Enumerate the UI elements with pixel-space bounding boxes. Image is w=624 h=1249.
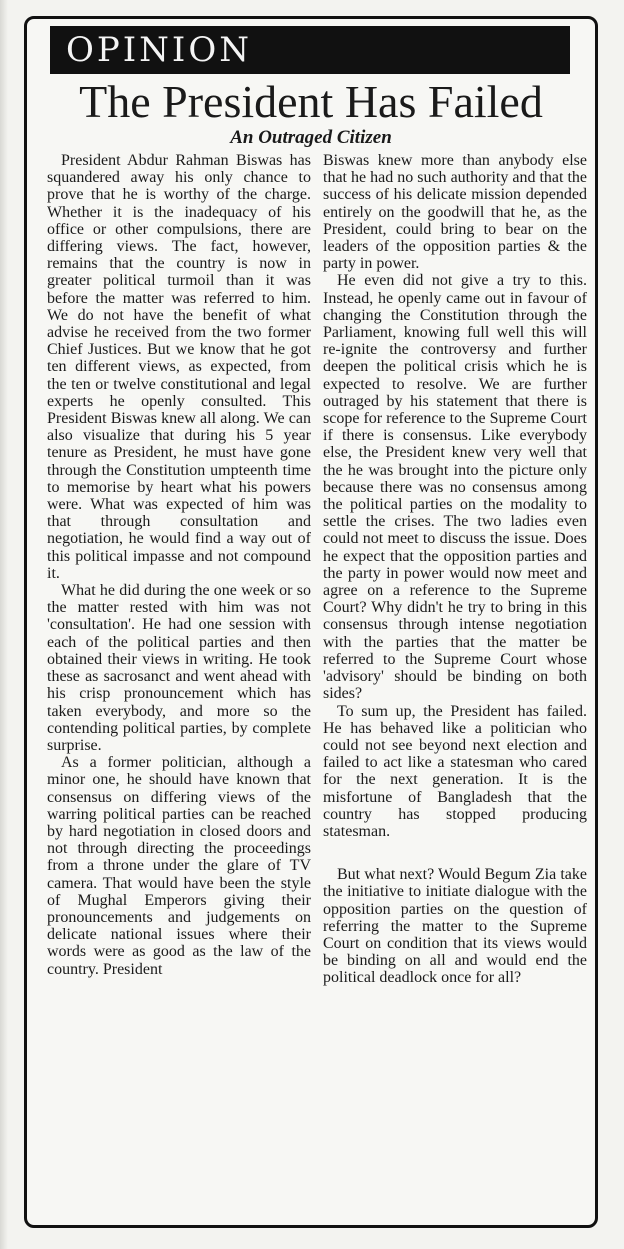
paragraph: As a former politician, although a minor one, he should have known that consensus on differing views of the warring political parties can be reached by hard negotiation in closed doors and not through directing the proceedings from a throne under the glare of TV camera. That would have been the style of Mughal Emperors giving their pronouncements and judgements on delicate national issues where their words were as good as the law of the country. President bbox=[47, 754, 311, 978]
paragraph: He even did not give a try to this. Instead, he openly came out in favour of changing the Constitution through the Parliament, knowing full well this will re-ignite the controversy and further deepen the political crisis which he is expected to resolve. We are further outraged by his statement that there is scope for reference to the Supreme Court if there is consensus. Like everybody else, the President knew very well that the he was brought into the picture only because there was no consensus among the political parties on the modality to settle the crises. The two ladies even could not meet to discuss the issue. Does he expect that the opposition parties and the party in power would now meet and agree on a reference to the Supreme Court? Why didn't he try to bring in this consensus through intense negotiation with the parties that the matter be referred to the Supreme Court whose 'advisory' should be binding on both sides? bbox=[323, 272, 587, 703]
scan-edge bbox=[0, 0, 8, 1249]
paragraph: Biswas knew more than anybody else that he had no such authority and that the success of his delicate mission depended entirely on the goodwill that he, as the President, could bring to bear on the leaders of the opposition parties & the party in power. bbox=[323, 152, 587, 273]
right-column bbox=[323, 152, 587, 1202]
paragraph: What he did during the one week or so the matter rested with him was not 'consultation'. He had one session with each of the political parties and then obtained their views in writing. He took these as sacrosanct and went ahead with his crisp pronouncement which has taken everybody, and more so the contending political parties, by complete surprise. bbox=[47, 582, 311, 754]
byline: An Outraged Citizen bbox=[230, 127, 392, 148]
section-banner bbox=[50, 26, 570, 74]
paragraph: President Abdur Rahman Biswas has squandered away his only chance to prove that he is worthy of the charge. Whether it is the inadequacy of his office or other compulsions, there are differing views. The fact, however, remains that the country is now in greater political turmoil than it was before the matter was referred to him. We do not have the benefit of what advise he received from the two former Chief Justices. But we know that he got ten different views, as expected, from the ten or twelve constitutional and legal experts he openly consulted. This President Biswas knew all along. We can also visualize that during his 5 year tenure as President, he must have gone through the Constitution umpteenth time to memorise by heart what his powers were. What was expected of him was that through consultation and negotiation, he would find a way out of this political impasse and not compound it. bbox=[47, 152, 311, 582]
section-label: OPINION bbox=[66, 30, 252, 70]
paragraph: To sum up, the President has failed. He has behaved like a politician who could not see beyond next election and failed to act like a statesman who cared for the next generation. It is the misfortune of Bangladesh that the country has stopped producing statesman. bbox=[323, 702, 587, 840]
paragraph: But what next? Would Begum Zia take the initiative to initiate dialogue with the opposition parties on the question of referring the matter to the Supreme Court on condition that its views would be binding on all and would end the political deadlock once for all? bbox=[323, 866, 587, 987]
left-column bbox=[47, 152, 311, 1202]
headline: The President Has Failed bbox=[79, 76, 543, 127]
